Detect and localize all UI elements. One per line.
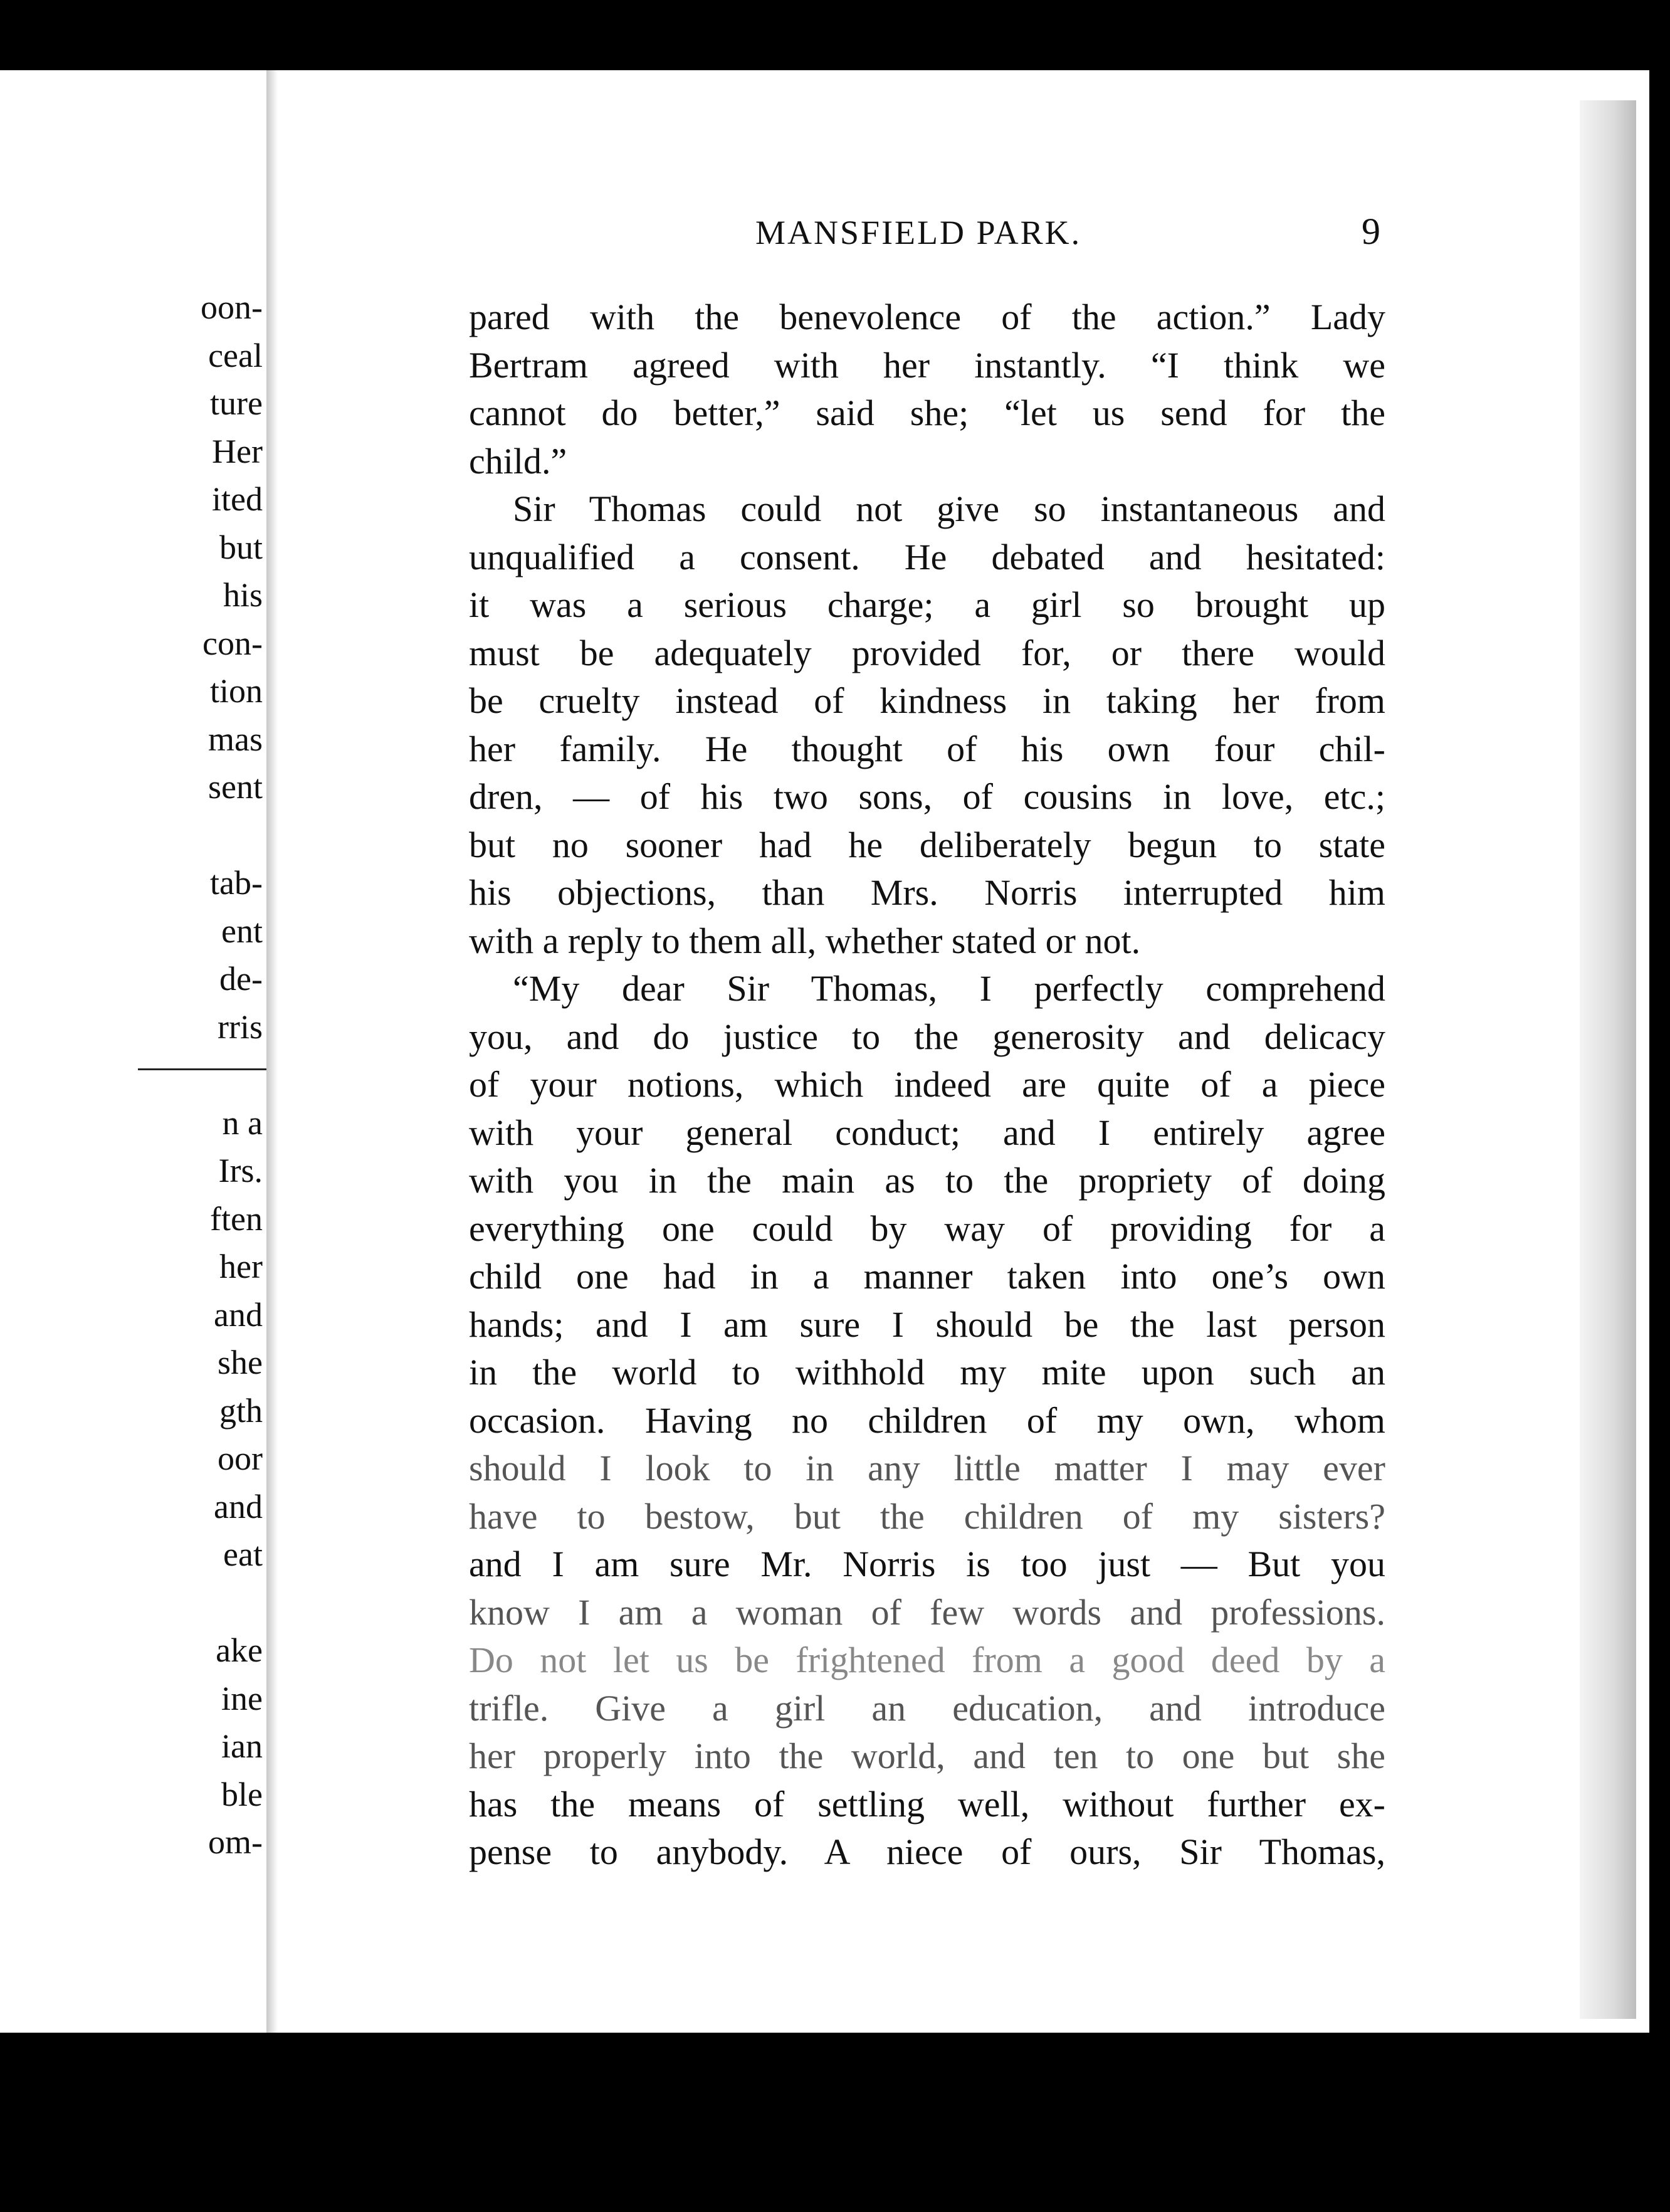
text-line: with a reply to them all, whether stated or not. bbox=[469, 920, 1141, 961]
left-line: oor bbox=[218, 1440, 263, 1477]
left-line bbox=[75, 1051, 263, 1099]
left-line: Her bbox=[212, 432, 263, 470]
page-number: 9 bbox=[1362, 211, 1380, 252]
text-line: with your general conduct; and I entirely agree bbox=[469, 1112, 1385, 1153]
text-line: Do not let us be frightened from a good deed by a bbox=[469, 1640, 1385, 1680]
text-line: “My dear Sir Thomas, I perfectly comprehend bbox=[513, 968, 1385, 1009]
text-line: occasion. Having no children of my own, whom bbox=[469, 1399, 1385, 1441]
left-line: gth bbox=[219, 1391, 263, 1430]
left-line: tab- bbox=[210, 864, 263, 902]
left-line: ian bbox=[221, 1727, 263, 1765]
left-page-fragment bbox=[0, 70, 268, 2033]
left-line: mas bbox=[208, 720, 263, 758]
text-line: unqualified a consent. He debated and hesitated: bbox=[469, 536, 1385, 577]
text-line: of your notions, which indeed are quite of a piece bbox=[469, 1064, 1385, 1105]
left-line bbox=[75, 811, 263, 860]
text-line: should I look to in any little matter I may ever bbox=[469, 1448, 1385, 1488]
text-line: know I am a woman of few words and professions. bbox=[469, 1591, 1385, 1633]
text-line: has the means of settling well, without further ex- bbox=[469, 1783, 1385, 1825]
text-line: her family. He thought of his own four chil- bbox=[469, 728, 1385, 769]
left-line: con- bbox=[202, 624, 263, 662]
left-line: and bbox=[214, 1295, 263, 1334]
page-edge bbox=[1580, 100, 1636, 2019]
text-line: and I am sure Mr. Norris is too just — But you bbox=[469, 1544, 1385, 1584]
text-line: hands; and I am sure I should be the last person bbox=[469, 1304, 1385, 1345]
text-line: it was a serious charge; a girl so brought up bbox=[469, 584, 1385, 625]
left-line: ited bbox=[212, 480, 263, 518]
text-line: pared with the benevolence of the action.” Lady bbox=[469, 297, 1385, 337]
text-line: her properly into the world, and ten to one but she bbox=[469, 1735, 1385, 1776]
text-line: his objections, than Mrs. Norris interrupted him bbox=[469, 872, 1385, 913]
text-line: Bertram agreed with her instantly. “I think we bbox=[469, 344, 1385, 386]
text-line: have to bestow, but the children of my sisters? bbox=[469, 1495, 1385, 1537]
text-line: you, and do justice to the generosity and delicacy bbox=[469, 1016, 1385, 1057]
left-line: ine bbox=[221, 1679, 263, 1717]
left-line: ake bbox=[216, 1631, 263, 1669]
left-line: ture bbox=[210, 384, 263, 422]
left-line: and bbox=[214, 1487, 263, 1525]
left-line: ceal bbox=[208, 336, 263, 374]
left-line: ble bbox=[221, 1775, 263, 1813]
left-line: his bbox=[223, 576, 263, 614]
text-line: Sir Thomas could not give so instantaneous and bbox=[513, 488, 1385, 529]
left-line: tion bbox=[209, 672, 263, 710]
gutter-shadow bbox=[266, 70, 278, 2033]
text-line: child.” bbox=[469, 440, 567, 482]
text-line: be cruelty instead of kindness in taking her from bbox=[469, 680, 1385, 721]
text-line: pense to anybody. A niece of ours, Sir Thomas, bbox=[469, 1831, 1385, 1872]
left-line: oon- bbox=[201, 288, 263, 326]
text-line: child one had in a manner taken into one’s own bbox=[469, 1256, 1385, 1297]
left-line: her bbox=[219, 1248, 263, 1285]
left-line: eat bbox=[223, 1535, 263, 1573]
left-line: sent bbox=[208, 768, 263, 806]
text-line: in the world to withhold my mite upon such an bbox=[469, 1352, 1385, 1393]
left-line bbox=[75, 1579, 263, 1627]
left-line: but bbox=[219, 528, 263, 566]
left-line: Irs. bbox=[218, 1152, 263, 1189]
left-line: om- bbox=[208, 1823, 263, 1861]
left-line: she bbox=[218, 1344, 263, 1381]
left-page-rule bbox=[138, 1068, 266, 1070]
left-line: ften bbox=[210, 1199, 263, 1238]
left-line: rris bbox=[218, 1008, 263, 1046]
left-page-text bbox=[75, 283, 263, 1867]
text-line: dren, — of his two sons, of cousins in love, etc.; bbox=[469, 776, 1385, 817]
left-line: ent bbox=[221, 912, 263, 950]
text-line: but no sooner had he deliberately begun to state bbox=[469, 824, 1385, 865]
body-text bbox=[469, 293, 1385, 1877]
running-head: MANSFIELD PARK. bbox=[755, 214, 1082, 251]
text-line: cannot do better,” said she; “let us send for the bbox=[469, 392, 1385, 433]
text-line: with you in the main as to the propriety of doing bbox=[469, 1160, 1385, 1201]
left-line: de- bbox=[219, 960, 263, 998]
text-line: must be adequately provided for, or there would bbox=[469, 632, 1385, 673]
text-line: everything one could by way of providing for a bbox=[469, 1208, 1385, 1249]
left-line: n a bbox=[222, 1103, 263, 1142]
text-line: trifle. Give a girl an education, and introduce bbox=[469, 1687, 1385, 1729]
